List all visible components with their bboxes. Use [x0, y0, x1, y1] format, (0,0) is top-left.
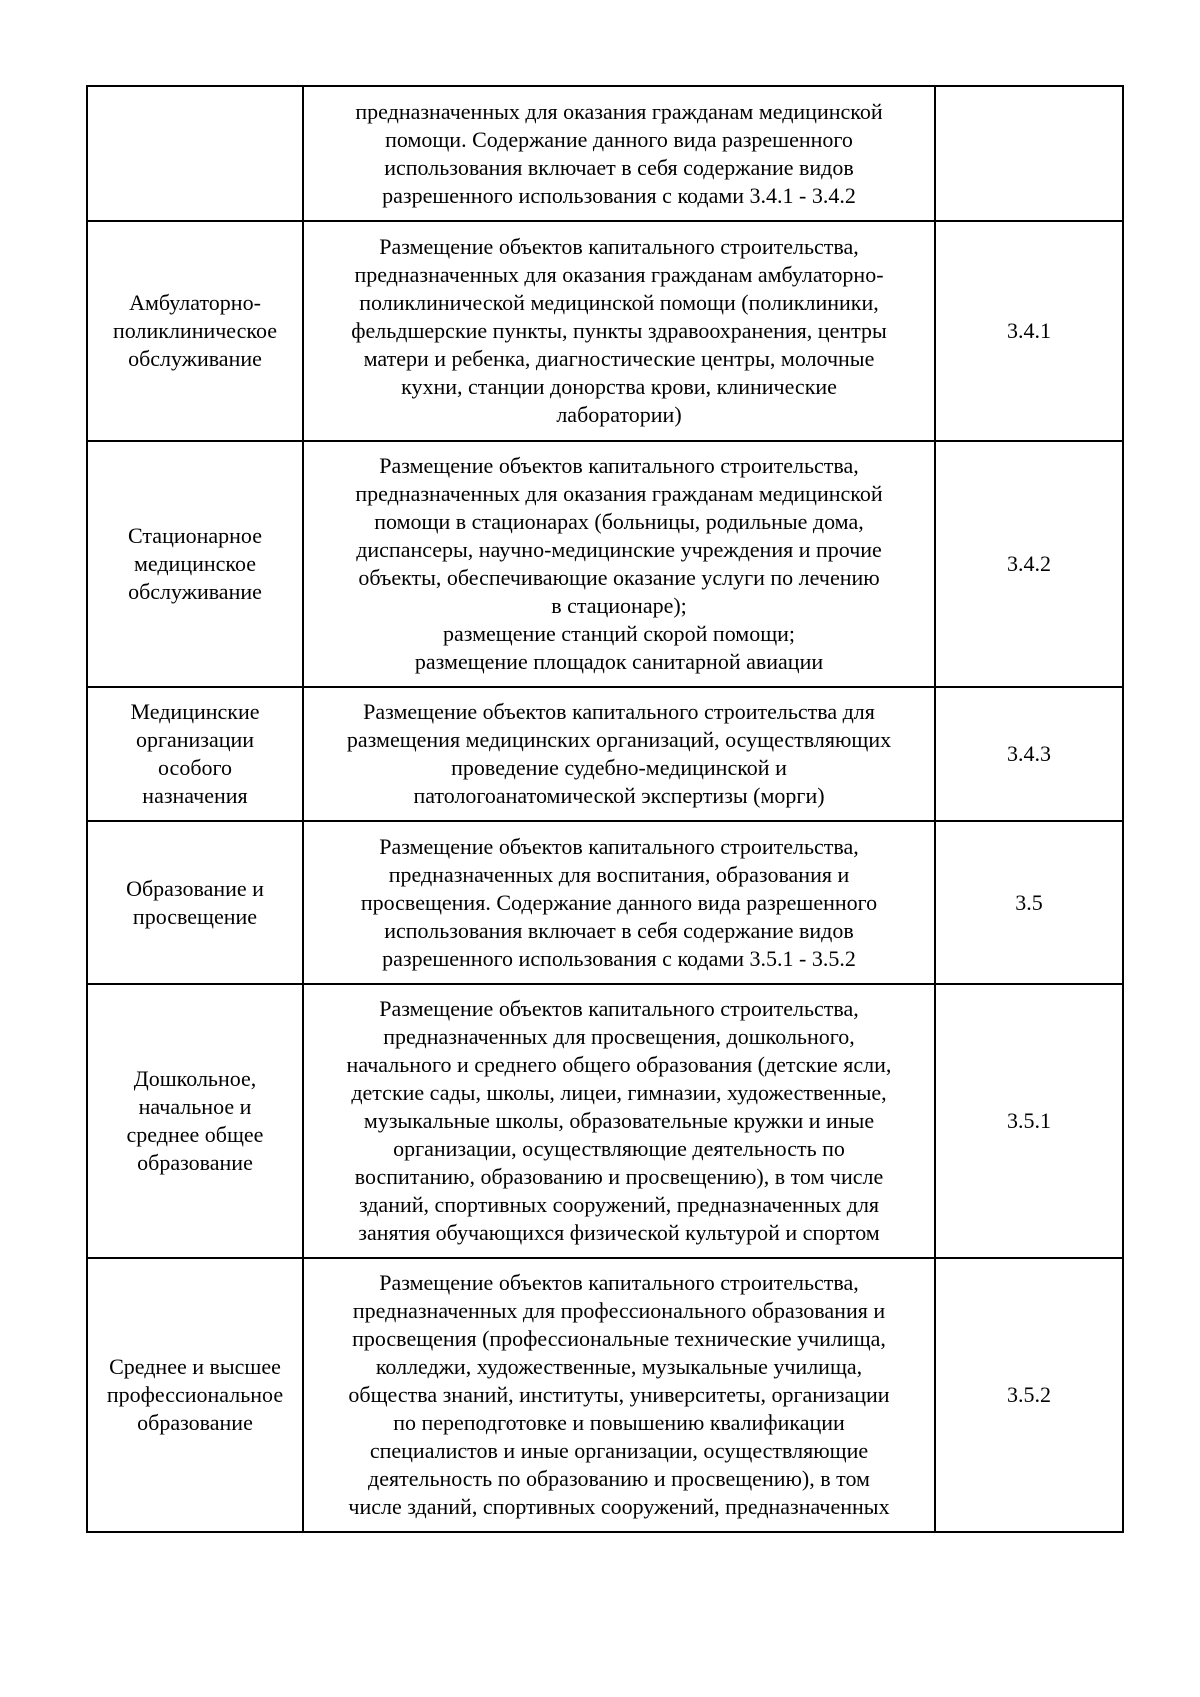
table-row: [87, 687, 1123, 821]
use-description-cell: Размещение объектов капитального строительства, предназначенных для оказания гражданам медицинской помощи в стационарах (больницы, родильные дома, диспансеры, научно-медицинские учреждения и прочие объекты, обеспечивающие оказание услуги по лечению в стационаре); размещение станций скорой помощи; размещение площадок санитарной авиации: [303, 441, 935, 687]
table-row: [87, 441, 1123, 687]
use-description-cell: Размещение объектов капитального строительства для размещения медицинских организаций, осуществляющих проведение судебно-медицинской и патологоанатомической экспертизы (морги): [303, 687, 935, 821]
use-code-cell: 3.5.2: [935, 1258, 1123, 1532]
use-name-cell: Дошкольное, начальное и среднее общее образование: [87, 984, 303, 1258]
use-code-cell: 3.4.3: [935, 687, 1123, 821]
table-row: [87, 221, 1123, 441]
use-description-cell: Размещение объектов капитального строительства, предназначенных для воспитания, образования и просвещения. Содержание данного вида разрешенного использования включает в себя содержание видов разрешенного использования с кодами 3.5.1 - 3.5.2: [303, 821, 935, 984]
use-code-cell: [935, 86, 1123, 221]
use-code-cell: 3.5.1: [935, 984, 1123, 1258]
use-code-cell: 3.5: [935, 821, 1123, 984]
table-row: [87, 86, 1123, 221]
use-code-cell: 3.4.2: [935, 441, 1123, 687]
land-use-table: [86, 85, 1124, 1533]
use-description-cell: Размещение объектов капитального строительства, предназначенных для просвещения, дошкольного, начального и среднего общего образования (детские ясли, детские сады, школы, лицеи, гимназии, художественные, музыкальные школы, образовательные кружки и иные организации, осуществляющие деятельность по воспитанию, образованию и просвещению), в том числе зданий, спортивных сооружений, предназначенных для занятия обучающихся физической культурой и спортом: [303, 984, 935, 1258]
table-row: [87, 1258, 1123, 1532]
use-code-cell: 3.4.1: [935, 221, 1123, 441]
table-row: [87, 821, 1123, 984]
use-name-cell: [87, 86, 303, 221]
use-description-cell: Размещение объектов капитального строительства, предназначенных для профессионального образования и просвещения (профессиональные технические училища, колледжи, художественные, музыкальные училища, общества знаний, институты, университеты, организации по переподготовке и повышению квалификации специалистов и иные организации, осуществляющие деятельность по образованию и просвещению), в том числе зданий, спортивных сооружений, предназначенных: [303, 1258, 935, 1532]
use-name-cell: Амбулаторно- поликлиническое обслуживание: [87, 221, 303, 441]
use-description-cell: Размещение объектов капитального строительства, предназначенных для оказания гражданам амбулаторно- поликлинической медицинской помощи (поликлиники, фельдшерские пункты, пункты здравоохранения, центры матери и ребенка, диагностические центры, молочные кухни, станции донорства крови, клинические лаборатории): [303, 221, 935, 441]
use-name-cell: Стационарное медицинское обслуживание: [87, 441, 303, 687]
use-name-cell: Среднее и высшее профессиональное образование: [87, 1258, 303, 1532]
use-name-cell: Медицинские организации особого назначения: [87, 687, 303, 821]
table-row: [87, 984, 1123, 1258]
use-name-cell: Образование и просвещение: [87, 821, 303, 984]
use-description-cell: предназначенных для оказания гражданам медицинской помощи. Содержание данного вида разрешенного использования включает в себя содержание видов разрешенного использования с кодами 3.4.1 - 3.4.2: [303, 86, 935, 221]
